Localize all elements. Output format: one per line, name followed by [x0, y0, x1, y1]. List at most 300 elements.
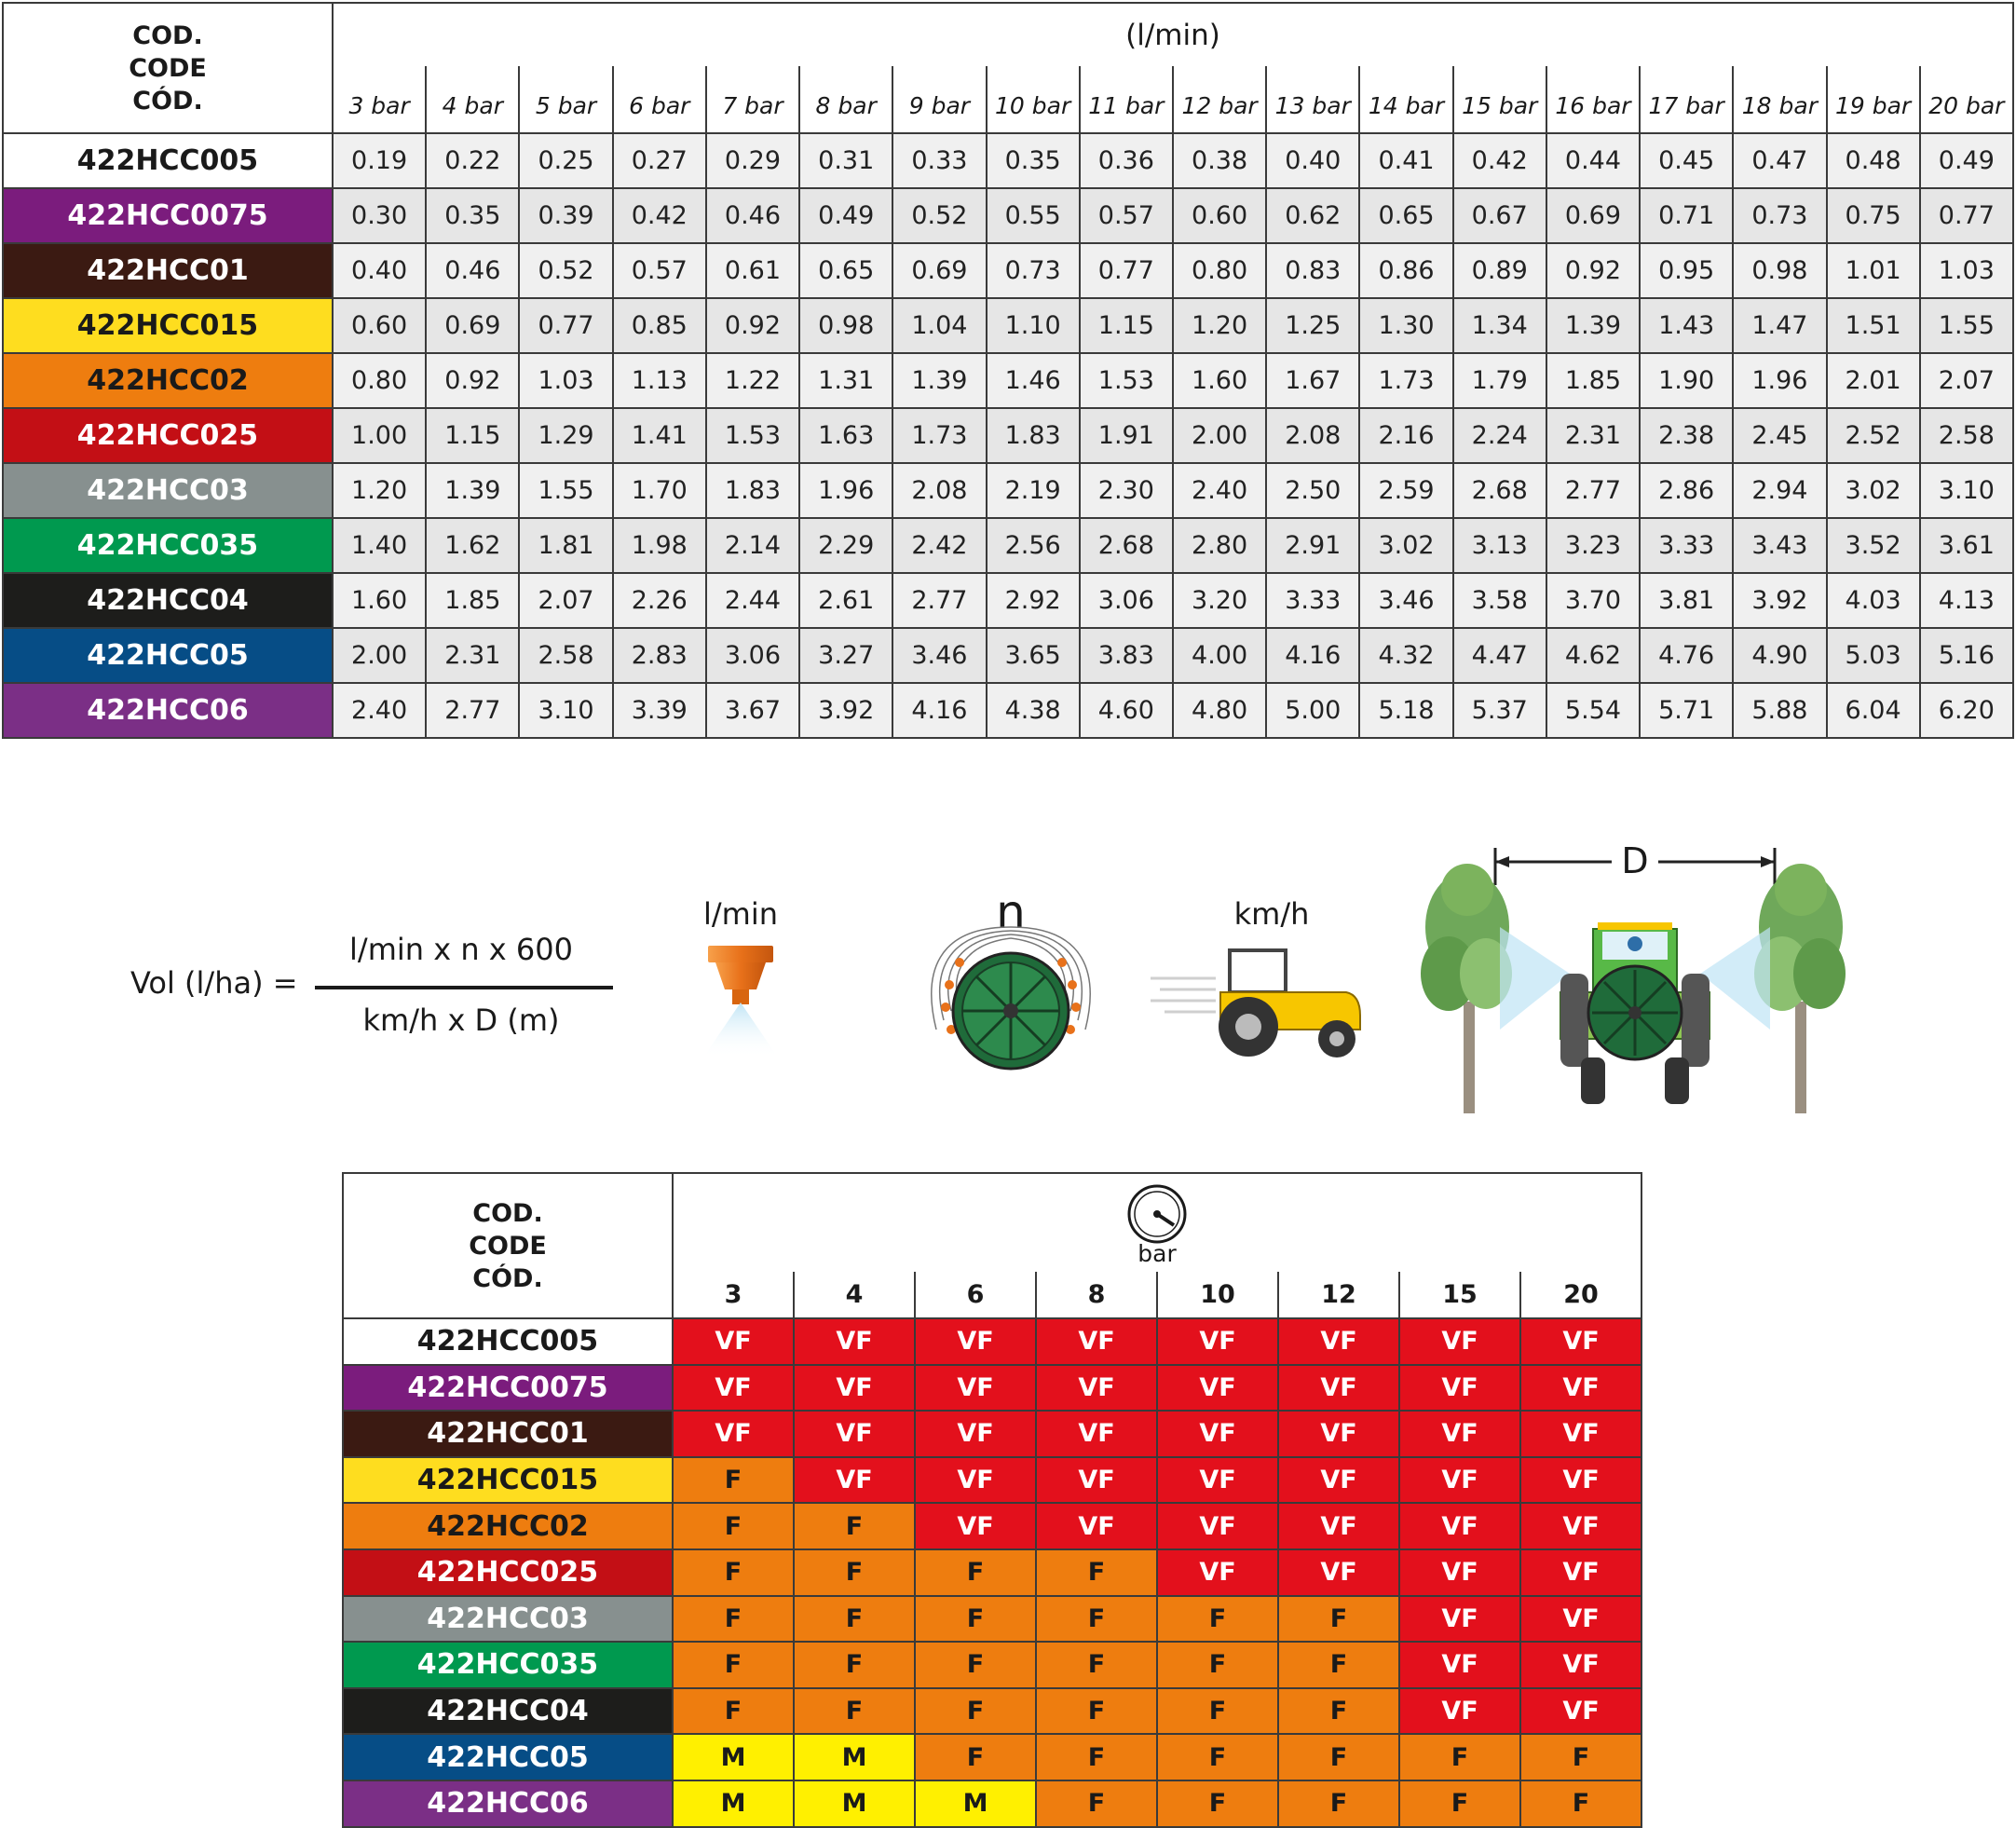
nozzle-code: 422HCC015 [343, 1457, 673, 1504]
droplet-class: VF [1399, 1642, 1520, 1688]
flow-value: 0.71 [1640, 188, 1733, 243]
flow-value: 4.90 [1733, 628, 1826, 683]
nozzle-code: 422HCC05 [3, 628, 333, 683]
table-row [3, 463, 2013, 518]
flow-value: 0.44 [1546, 133, 1640, 188]
droplet-class: VF [1157, 1411, 1278, 1457]
flow-value: 0.52 [892, 188, 986, 243]
flow-value: 1.67 [1266, 353, 1359, 408]
flow-value: 3.02 [1827, 463, 1920, 518]
flow-value: 2.58 [519, 628, 612, 683]
flow-value: 0.38 [1173, 133, 1266, 188]
flow-value: 3.83 [1080, 628, 1173, 683]
flow-value: 2.24 [1453, 408, 1546, 463]
pressure-header: 15 [1399, 1272, 1520, 1318]
flow-value: 1.39 [426, 463, 519, 518]
flow-value: 1.85 [426, 573, 519, 628]
table-row [343, 1734, 1641, 1780]
flow-value: 0.61 [706, 243, 799, 298]
table-row [3, 353, 2013, 408]
table-row [343, 1549, 1641, 1596]
flow-value: 3.46 [892, 628, 986, 683]
flow-value: 3.46 [1359, 573, 1452, 628]
flow-value: 0.77 [1080, 243, 1173, 298]
flow-value: 3.43 [1733, 518, 1826, 573]
flow-value: 2.44 [706, 573, 799, 628]
flow-value: 3.92 [1733, 573, 1826, 628]
droplet-class: VF [1157, 1318, 1278, 1365]
pressure-header: 3 bar [333, 66, 426, 133]
pressure-header: 9 bar [892, 66, 986, 133]
flow-value: 2.08 [1266, 408, 1359, 463]
flow-value: 3.13 [1453, 518, 1546, 573]
flow-value: 0.25 [519, 133, 612, 188]
flow-value: 0.35 [426, 188, 519, 243]
flow-value: 4.16 [892, 683, 986, 738]
droplet-class: VF [915, 1503, 1036, 1549]
table-row [343, 1688, 1641, 1735]
flow-value: 1.13 [613, 353, 706, 408]
droplet-class: M [673, 1780, 794, 1827]
pressure-header: 20 [1520, 1272, 1641, 1318]
pressure-gauge-header [673, 1173, 1641, 1272]
flow-value: 4.62 [1546, 628, 1640, 683]
table-row [343, 1503, 1641, 1549]
flow-value: 5.18 [1359, 683, 1452, 738]
droplet-class: F [1036, 1688, 1157, 1735]
flow-value: 3.33 [1266, 573, 1359, 628]
droplet-class: F [1278, 1642, 1399, 1688]
droplet-class: VF [794, 1411, 915, 1457]
pressure-header: 11 bar [1080, 66, 1173, 133]
flow-value: 2.31 [1546, 408, 1640, 463]
flow-value: 1.34 [1453, 298, 1546, 353]
table-row [3, 573, 2013, 628]
flow-value: 3.23 [1546, 518, 1640, 573]
flow-value: 1.03 [1920, 243, 2013, 298]
flow-value: 3.02 [1359, 518, 1452, 573]
flow-value: 1.31 [799, 353, 892, 408]
flow-value: 1.53 [1080, 353, 1173, 408]
flow-value: 4.03 [1827, 573, 1920, 628]
flow-value: 3.10 [1920, 463, 2013, 518]
flow-value: 0.46 [426, 243, 519, 298]
nozzle-code: 422HCC015 [3, 298, 333, 353]
flow-value: 0.69 [892, 243, 986, 298]
droplet-class: VF [1520, 1549, 1641, 1596]
flow-value: 2.40 [333, 683, 426, 738]
flow-value: 3.81 [1640, 573, 1733, 628]
nozzle-icon [689, 941, 792, 1062]
pressure-header: 5 bar [519, 66, 612, 133]
flow-value: 4.80 [1173, 683, 1266, 738]
droplet-table-body [343, 1318, 1641, 1827]
pressure-header: 10 [1157, 1272, 1278, 1318]
droplet-class: VF [1520, 1503, 1641, 1549]
flow-value: 0.60 [333, 298, 426, 353]
pressure-header: 20 bar [1920, 66, 2013, 133]
flow-value: 2.14 [706, 518, 799, 573]
flow-value: 1.25 [1266, 298, 1359, 353]
droplet-class: F [673, 1688, 794, 1735]
flow-value: 0.57 [613, 243, 706, 298]
flow-value: 2.68 [1453, 463, 1546, 518]
flow-value: 0.30 [333, 188, 426, 243]
droplet-class: VF [1399, 1318, 1520, 1365]
code-header-line: CODE [469, 1231, 547, 1261]
nozzle-code: 422HCC0075 [343, 1365, 673, 1412]
droplet-class: VF [1157, 1549, 1278, 1596]
flow-value: 2.45 [1733, 408, 1826, 463]
flow-value: 0.41 [1359, 133, 1452, 188]
flow-value: 3.39 [613, 683, 706, 738]
flow-value: 2.56 [987, 518, 1080, 573]
nozzle-code: 422HCC03 [3, 463, 333, 518]
flow-value: 0.42 [1453, 133, 1546, 188]
pressure-header: 6 [915, 1272, 1036, 1318]
flow-value: 1.22 [706, 353, 799, 408]
droplet-class: M [673, 1734, 794, 1780]
droplet-class: F [1157, 1596, 1278, 1643]
gauge-unit: bar [1137, 1240, 1177, 1267]
droplet-class: F [1157, 1780, 1278, 1827]
flow-value: 0.47 [1733, 133, 1826, 188]
flow-value: 0.75 [1827, 188, 1920, 243]
droplet-class: VF [915, 1457, 1036, 1504]
flow-value: 4.60 [1080, 683, 1173, 738]
code-header-line: CÓD. [472, 1263, 543, 1293]
flow-value: 1.41 [613, 408, 706, 463]
row-width-label: D [1612, 840, 1658, 881]
flow-value: 0.73 [987, 243, 1080, 298]
flow-value: 1.43 [1640, 298, 1733, 353]
flow-value: 0.22 [426, 133, 519, 188]
droplet-class: VF [1036, 1503, 1157, 1549]
flow-value: 2.94 [1733, 463, 1826, 518]
droplet-class: F [794, 1642, 915, 1688]
flow-value: 2.83 [613, 628, 706, 683]
droplet-class: VF [1036, 1411, 1157, 1457]
flow-value: 0.95 [1640, 243, 1733, 298]
flow-value: 1.62 [426, 518, 519, 573]
flow-value: 0.92 [426, 353, 519, 408]
flow-value: 1.63 [799, 408, 892, 463]
droplet-class: VF [673, 1318, 794, 1365]
flow-value: 4.38 [987, 683, 1080, 738]
flow-value: 0.60 [1173, 188, 1266, 243]
code-header [343, 1173, 673, 1318]
tractor-icon [1151, 941, 1365, 1062]
droplet-size-table [342, 1172, 1642, 1828]
flow-value: 1.83 [987, 408, 1080, 463]
droplet-class: VF [1278, 1365, 1399, 1412]
flow-value: 2.52 [1827, 408, 1920, 463]
pressure-header: 3 [673, 1272, 794, 1318]
flow-value: 1.73 [892, 408, 986, 463]
droplet-class: VF [673, 1365, 794, 1412]
nozzle-code: 422HCC005 [3, 133, 333, 188]
flow-value: 0.85 [613, 298, 706, 353]
flow-value: 4.76 [1640, 628, 1733, 683]
droplet-class: F [1399, 1780, 1520, 1827]
flow-value: 2.80 [1173, 518, 1266, 573]
droplet-class: F [915, 1734, 1036, 1780]
flow-rate-table [2, 2, 2014, 739]
flow-value: 0.80 [333, 353, 426, 408]
flow-value: 5.16 [1920, 628, 2013, 683]
pressure-header: 18 bar [1733, 66, 1826, 133]
flow-value: 0.83 [1266, 243, 1359, 298]
formula-denominator: km/h x D (m) [362, 1003, 560, 1038]
flow-value: 1.83 [706, 463, 799, 518]
flow-value: 1.39 [1546, 298, 1640, 353]
flow-value: 0.65 [799, 243, 892, 298]
droplet-class: M [794, 1780, 915, 1827]
pressure-header: 7 bar [706, 66, 799, 133]
flow-value: 0.48 [1827, 133, 1920, 188]
pressure-header: 13 bar [1266, 66, 1359, 133]
flow-value: 6.04 [1827, 683, 1920, 738]
flow-value: 1.53 [706, 408, 799, 463]
droplet-class: VF [794, 1365, 915, 1412]
flow-table-body [3, 133, 2013, 738]
flow-value: 2.77 [1546, 463, 1640, 518]
unit-header: (l/min) [333, 3, 2013, 66]
flow-value: 0.40 [1266, 133, 1359, 188]
droplet-class: F [1157, 1734, 1278, 1780]
flow-value: 2.30 [1080, 463, 1173, 518]
droplet-class: F [1278, 1734, 1399, 1780]
table-row [3, 298, 2013, 353]
flow-value: 0.98 [1733, 243, 1826, 298]
flow-value: 3.10 [519, 683, 612, 738]
formula-numerator: l/min x n x 600 [349, 932, 573, 967]
flow-value: 0.33 [892, 133, 986, 188]
pressure-header: 19 bar [1827, 66, 1920, 133]
flow-value: 1.15 [1080, 298, 1173, 353]
flow-value: 1.85 [1546, 353, 1640, 408]
flow-value: 1.96 [1733, 353, 1826, 408]
droplet-class: F [1278, 1780, 1399, 1827]
droplet-class: VF [1520, 1642, 1641, 1688]
droplet-class: VF [794, 1457, 915, 1504]
pressure-header: 8 bar [799, 66, 892, 133]
flow-value: 4.13 [1920, 573, 2013, 628]
flow-value: 2.61 [799, 573, 892, 628]
flow-value: 0.69 [1546, 188, 1640, 243]
pressure-header: 10 bar [987, 66, 1080, 133]
droplet-class: F [1036, 1734, 1157, 1780]
table-row [343, 1411, 1641, 1457]
table-row [343, 1596, 1641, 1643]
droplet-class: VF [1399, 1411, 1520, 1457]
flow-value: 0.92 [1546, 243, 1640, 298]
flow-value: 1.00 [333, 408, 426, 463]
droplet-class: F [794, 1503, 915, 1549]
flow-value: 0.80 [1173, 243, 1266, 298]
table-row [3, 243, 2013, 298]
table-row [3, 188, 2013, 243]
flow-value: 0.36 [1080, 133, 1173, 188]
flow-value: 0.55 [987, 188, 1080, 243]
nozzle-code: 422HCC035 [343, 1642, 673, 1688]
flow-value: 2.40 [1173, 463, 1266, 518]
droplet-class: F [1157, 1642, 1278, 1688]
flow-value: 1.04 [892, 298, 986, 353]
flow-value: 1.60 [1173, 353, 1266, 408]
flow-value: 0.86 [1359, 243, 1452, 298]
flow-value: 1.90 [1640, 353, 1733, 408]
flow-value: 0.69 [426, 298, 519, 353]
flow-value: 0.31 [799, 133, 892, 188]
flow-value: 2.08 [892, 463, 986, 518]
flow-value: 1.30 [1359, 298, 1452, 353]
flow-value: 5.03 [1827, 628, 1920, 683]
droplet-class: VF [1278, 1549, 1399, 1596]
droplet-class: F [673, 1596, 794, 1643]
flow-value: 0.73 [1733, 188, 1826, 243]
flow-value: 3.20 [1173, 573, 1266, 628]
pressure-header: 15 bar [1453, 66, 1546, 133]
droplet-class: F [673, 1457, 794, 1504]
flow-value: 4.32 [1359, 628, 1452, 683]
flow-value: 1.40 [333, 518, 426, 573]
nozzle-code: 422HCC06 [3, 683, 333, 738]
droplet-class: VF [1278, 1411, 1399, 1457]
flow-value: 0.39 [519, 188, 612, 243]
droplet-class: F [915, 1642, 1036, 1688]
droplet-class: VF [915, 1318, 1036, 1365]
flow-value: 0.67 [1453, 188, 1546, 243]
droplet-class: VF [1399, 1596, 1520, 1643]
droplet-class: F [794, 1549, 915, 1596]
pressure-header: 4 bar [426, 66, 519, 133]
flow-value: 3.70 [1546, 573, 1640, 628]
flow-value: 3.58 [1453, 573, 1546, 628]
pressure-header: 16 bar [1546, 66, 1640, 133]
table-row [343, 1642, 1641, 1688]
flow-value: 1.60 [333, 573, 426, 628]
flow-value: 3.06 [706, 628, 799, 683]
flow-value: 5.54 [1546, 683, 1640, 738]
droplet-class: F [915, 1549, 1036, 1596]
nozzle-code: 422HCC025 [343, 1549, 673, 1596]
droplet-class: VF [1036, 1365, 1157, 1412]
nozzle-code: 422HCC01 [3, 243, 333, 298]
table-row [3, 628, 2013, 683]
droplet-class: VF [794, 1318, 915, 1365]
flow-value: 0.62 [1266, 188, 1359, 243]
flow-value: 1.70 [613, 463, 706, 518]
droplet-class: VF [1399, 1503, 1520, 1549]
flow-value: 1.51 [1827, 298, 1920, 353]
nozzle-code: 422HCC025 [3, 408, 333, 463]
flow-value: 1.03 [519, 353, 612, 408]
nozzle-code: 422HCC05 [343, 1734, 673, 1780]
table-row [3, 683, 2013, 738]
droplet-class: VF [915, 1365, 1036, 1412]
droplet-class: F [1278, 1596, 1399, 1643]
orchard-sprayer-icon [1411, 843, 1859, 1123]
droplet-class: VF [1520, 1365, 1641, 1412]
flow-value: 2.50 [1266, 463, 1359, 518]
nozzle-label: l/min [702, 896, 778, 932]
flow-value: 0.65 [1359, 188, 1452, 243]
table-row [343, 1457, 1641, 1504]
code-header-line: COD. [472, 1198, 543, 1228]
flow-value: 0.92 [706, 298, 799, 353]
flow-value: 2.26 [613, 573, 706, 628]
flow-value: 5.37 [1453, 683, 1546, 738]
flow-value: 2.16 [1359, 408, 1452, 463]
fraction-bar [315, 986, 613, 989]
droplet-class: F [1157, 1688, 1278, 1735]
flow-value: 2.42 [892, 518, 986, 573]
droplet-class: VF [1278, 1457, 1399, 1504]
flow-value: 0.40 [333, 243, 426, 298]
droplet-class: F [1036, 1549, 1157, 1596]
flow-value: 0.52 [519, 243, 612, 298]
droplet-class: VF [1399, 1365, 1520, 1412]
droplet-class: F [1036, 1596, 1157, 1643]
flow-value: 3.27 [799, 628, 892, 683]
flow-value: 2.77 [426, 683, 519, 738]
flow-value: 1.79 [1453, 353, 1546, 408]
droplet-class: VF [1278, 1503, 1399, 1549]
droplet-class: F [673, 1642, 794, 1688]
nozzle-code: 422HCC06 [343, 1780, 673, 1827]
flow-value: 4.16 [1266, 628, 1359, 683]
droplet-class: VF [1157, 1503, 1278, 1549]
pressure-header: 17 bar [1640, 66, 1733, 133]
droplet-class: VF [1520, 1688, 1641, 1735]
pressure-header: 6 bar [613, 66, 706, 133]
flow-value: 2.38 [1640, 408, 1733, 463]
droplet-class: VF [1399, 1549, 1520, 1596]
flow-value: 1.81 [519, 518, 612, 573]
droplet-class: M [915, 1780, 1036, 1827]
nozzle-code: 422HCC01 [343, 1411, 673, 1457]
droplet-class: VF [673, 1411, 794, 1457]
flow-value: 0.46 [706, 188, 799, 243]
table-row [343, 1780, 1641, 1827]
flow-value: 2.19 [987, 463, 1080, 518]
flow-value: 2.58 [1920, 408, 2013, 463]
flow-value: 0.57 [1080, 188, 1173, 243]
table-row [3, 518, 2013, 573]
pressure-gauge-icon [1124, 1184, 1190, 1244]
flow-value: 4.47 [1453, 628, 1546, 683]
flow-value: 1.98 [613, 518, 706, 573]
code-header-line: COD. [132, 20, 203, 50]
droplet-class: VF [1520, 1411, 1641, 1457]
droplet-class: F [915, 1688, 1036, 1735]
droplet-class: F [1520, 1734, 1641, 1780]
formula-lhs: Vol (l/ha) = [130, 965, 298, 1001]
droplet-class: F [794, 1688, 915, 1735]
flow-value: 5.71 [1640, 683, 1733, 738]
speed-label: km/h [1233, 896, 1310, 932]
droplet-class: VF [1157, 1457, 1278, 1504]
flow-value: 2.01 [1827, 353, 1920, 408]
droplet-class: VF [1520, 1318, 1641, 1365]
flow-value: 0.45 [1640, 133, 1733, 188]
droplet-class: F [794, 1596, 915, 1643]
nozzle-code: 422HCC04 [3, 573, 333, 628]
nozzle-code: 422HCC0075 [3, 188, 333, 243]
droplet-class: F [1036, 1642, 1157, 1688]
nozzle-code: 422HCC04 [343, 1688, 673, 1735]
